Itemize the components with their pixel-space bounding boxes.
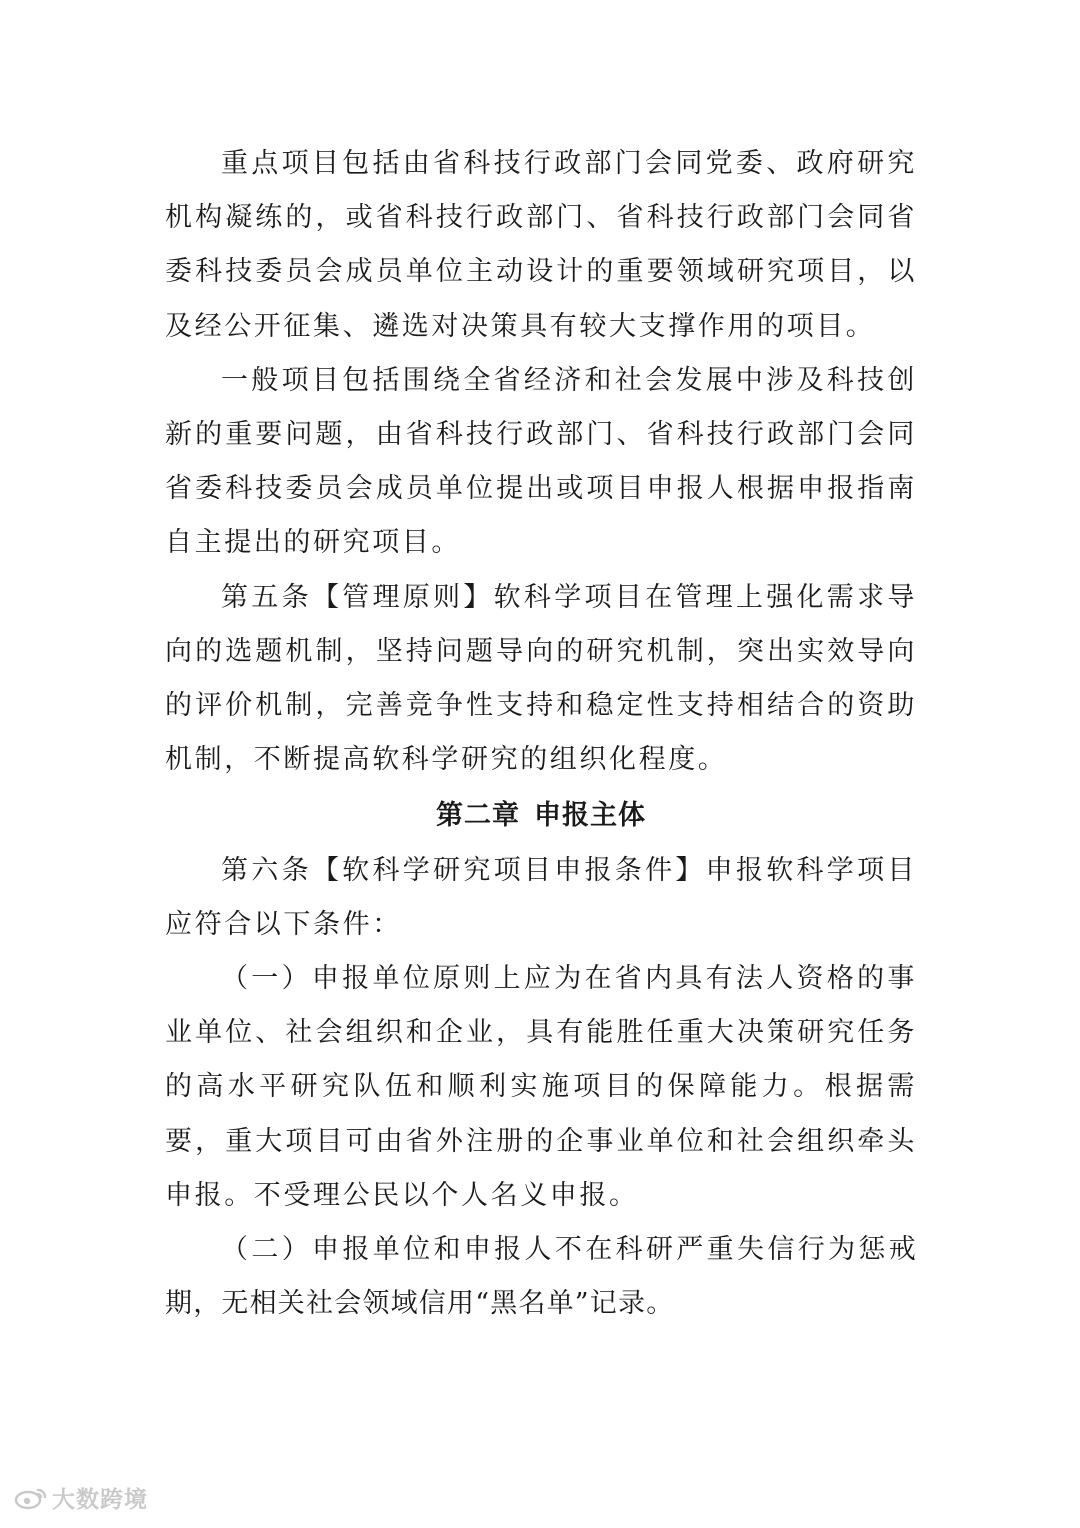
chapter-number: 第二章 bbox=[436, 800, 520, 832]
paragraph-general-projects: 一般项目包括围绕全省经济和社会发展中涉及科技创新的重要问题，由省科技行政部门、省科技行政部门会同省委科技委员会成员单位提出或项目申报人根据申报指南自主提出的研究项目。 bbox=[165, 364, 917, 559]
chapter-heading bbox=[165, 789, 917, 843]
document-body bbox=[165, 137, 917, 1331]
paragraph-condition-1: （一）申报单位原则上应为在省内具有法人资格的事业单位、社会组织和企业，具有能胜任重大决策研究任务的高水平研究队伍和顺利实施项目的保障能力。根据需要，重大项目可由省外注册的企事业单位和社会组织牵头申报。不受理公民以个人名义申报。 bbox=[165, 963, 917, 1211]
weibo-logo-icon bbox=[14, 1486, 48, 1510]
chapter-title: 申报主体 bbox=[534, 800, 646, 832]
paragraph-key-projects: 重点项目包括由省科技行政部门会同党委、政府研究机构凝练的，或省科技行政部门、省科技行政部门会同省委科技委员会成员单位主动设计的重要领域研究项目，以及经公开征集、遴选对决策具有较大支撑作用的项目。 bbox=[165, 148, 917, 342]
paragraph-condition-2: （二）申报单位和申报人不在科研严重失信行为惩戒期，无相关社会领域信用“黑名单”记录。 bbox=[165, 1234, 917, 1320]
watermark-text: 大数跨境 bbox=[52, 1487, 148, 1513]
paragraph-article-6: 第六条【软科学研究项目申报条件】申报软科学项目应符合以下条件： bbox=[165, 854, 917, 940]
watermark bbox=[14, 1481, 148, 1514]
paragraph-article-5: 第五条【管理原则】软科学项目在管理上强化需求导向的选题机制，坚持问题导向的研究机制，突出实效导向的评价机制，完善竞争性支持和稳定性支持相结合的资助机制，不断提高软科学研究的组织化程度。 bbox=[165, 581, 917, 776]
